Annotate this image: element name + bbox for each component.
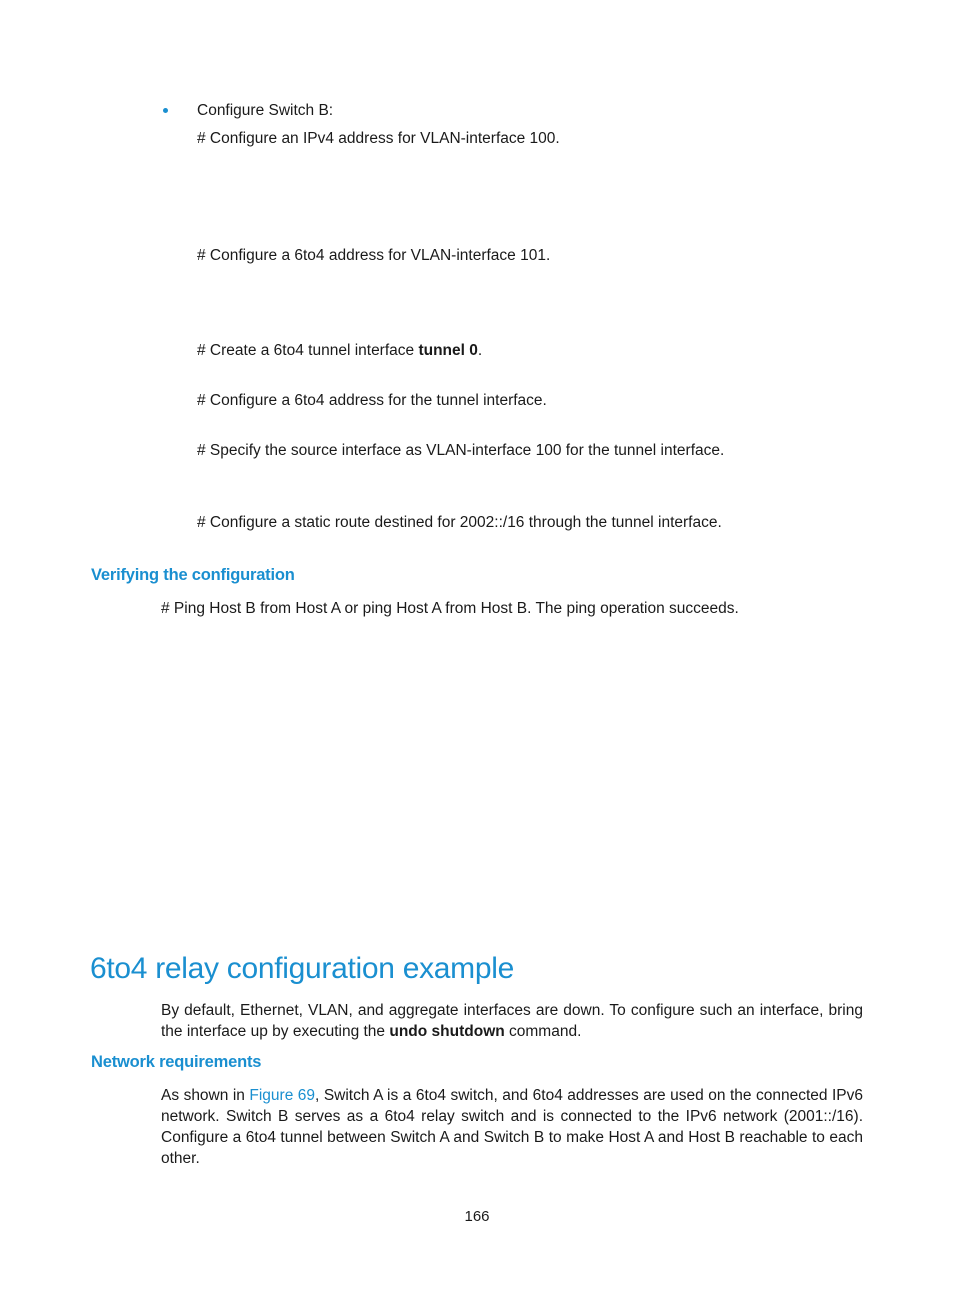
req-line-3: Configure a 6to4 tunnel between Switch A and Switch B to make Host A and Host B reachable to each	[161, 1129, 863, 1146]
req-line-4: other.	[161, 1150, 200, 1167]
network-requirements-paragraph	[161, 1085, 863, 1169]
switch-b-label: Configure Switch B:	[197, 102, 334, 119]
network-requirements-heading: Network requirements	[91, 1053, 262, 1071]
step-source-interface: # Specify the source interface as VLAN-interface 100 for the tunnel interface.	[197, 442, 725, 459]
figure-69-link[interactable]: Figure 69	[249, 1087, 316, 1104]
verifying-heading: Verifying the configuration	[91, 566, 295, 584]
req-line-1-text: As shown in	[161, 1087, 250, 1104]
req-line-1-suffix: , Switch A is a 6to4 switch, and 6to4 addresses are used on the connected IPv6	[315, 1087, 863, 1104]
req-line-1	[161, 1085, 863, 1106]
step-6to4-vlan101: # Configure a 6to4 address for VLAN-interface 101.	[197, 247, 551, 264]
intro-line-2-suffix: command.	[504, 1023, 582, 1040]
tunnel-command: tunnel 0	[418, 342, 478, 359]
section-title: 6to4 relay configuration example	[90, 952, 514, 985]
step-create-tunnel-text: # Create a 6to4 tunnel interface	[197, 342, 419, 359]
intro-paragraph	[161, 1000, 863, 1042]
intro-line-2-text: the interface up by executing the	[161, 1023, 390, 1040]
step-ipv4-address: # Configure an IPv4 address for VLAN-interface 100.	[197, 130, 560, 147]
step-create-tunnel-suffix: .	[477, 342, 483, 359]
undo-shutdown-command: undo shutdown	[389, 1023, 505, 1040]
verifying-text: # Ping Host B from Host A or ping Host A from Host B. The ping operation succeeds.	[161, 600, 739, 617]
intro-line-2	[161, 1021, 863, 1042]
page-number: 166	[464, 1208, 490, 1225]
intro-line-1: By default, Ethernet, VLAN, and aggregate interfaces are down. To configure such an interface, bring	[161, 1002, 863, 1019]
step-create-tunnel	[197, 340, 482, 361]
req-line-2: network. Switch B serves as a 6to4 relay switch and is connected to the IPv6 network (2001::/16).	[161, 1108, 863, 1125]
step-tunnel-address: # Configure a 6to4 address for the tunnel interface.	[197, 392, 547, 409]
step-static-route: # Configure a static route destined for 2002::/16 through the tunnel interface.	[197, 514, 722, 531]
bullet-icon	[163, 108, 168, 113]
